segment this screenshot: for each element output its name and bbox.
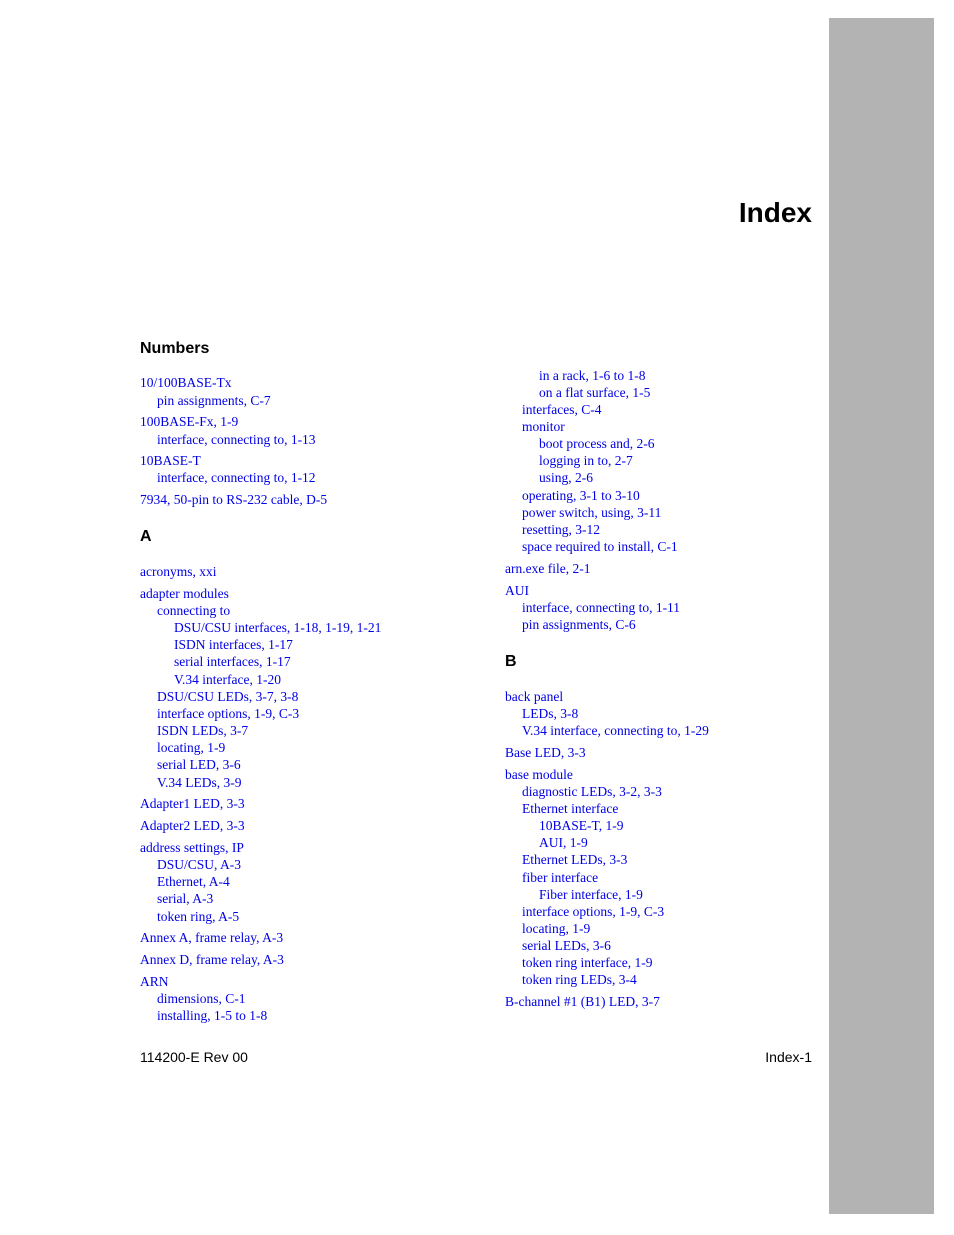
index-entry[interactable]: token ring, A-5: [157, 909, 240, 924]
index-entry[interactable]: Adapter2 LED, 3-3: [140, 818, 245, 833]
index-entry[interactable]: Annex D, frame relay, A-3: [140, 952, 284, 967]
index-entry[interactable]: DSU/CSU, A-3: [157, 857, 242, 872]
index-entry[interactable]: 100BASE-Fx, 1-9: [140, 414, 239, 429]
index-entry[interactable]: installing, 1-5 to 1-8: [157, 1008, 268, 1023]
index-entry[interactable]: serial, A-3: [157, 891, 214, 906]
index-entry[interactable]: space required to install, C-1: [522, 539, 678, 554]
footer-page-number: Index-1: [765, 1049, 812, 1065]
page-title: Index: [738, 197, 812, 228]
index-entry[interactable]: Ethernet LEDs, 3-3: [522, 852, 628, 867]
index-entry[interactable]: V.34 interface, 1-20: [174, 672, 281, 687]
index-entry[interactable]: monitor: [522, 419, 565, 434]
index-entry[interactable]: B-channel #1 (B1) LED, 3-7: [505, 994, 660, 1009]
index-entry[interactable]: ARN: [140, 974, 169, 989]
index-entry[interactable]: power switch, using, 3-11: [522, 505, 662, 520]
index-entry[interactable]: serial LEDs, 3-6: [522, 938, 611, 953]
index-entry[interactable]: V.34 LEDs, 3-9: [157, 775, 242, 790]
index-entry[interactable]: ISDN LEDs, 3-7: [157, 723, 249, 738]
section-heading-a: A: [140, 528, 152, 545]
index-entry[interactable]: Base LED, 3-3: [505, 745, 586, 760]
index-entry[interactable]: DSU/CSU LEDs, 3-7, 3-8: [157, 689, 299, 704]
index-entry[interactable]: AUI, 1-9: [539, 835, 588, 850]
section-heading-numbers: Numbers: [140, 340, 210, 357]
index-entry[interactable]: connecting to: [157, 603, 231, 618]
index-entry[interactable]: 10/100BASE-Tx: [140, 375, 232, 390]
index-entry[interactable]: resetting, 3-12: [522, 522, 600, 537]
index-entry[interactable]: interface, connecting to, 1-12: [157, 470, 316, 485]
index-entry[interactable]: Ethernet, A-4: [157, 874, 230, 889]
index-entry[interactable]: Adapter1 LED, 3-3: [140, 796, 245, 811]
index-entry[interactable]: pin assignments, C-7: [157, 393, 271, 408]
index-entry[interactable]: logging in to, 2-7: [539, 453, 633, 468]
index-entry[interactable]: operating, 3-1 to 3-10: [522, 488, 640, 503]
index-entry[interactable]: 10BASE-T, 1-9: [539, 818, 624, 833]
index-entry[interactable]: LEDs, 3-8: [522, 706, 579, 721]
index-entry[interactable]: interface options, 1-9, C-3: [157, 706, 300, 721]
index-entry[interactable]: 10BASE-T: [140, 453, 201, 468]
index-entry[interactable]: interface options, 1-9, C-3: [522, 904, 665, 919]
index-entry[interactable]: in a rack, 1-6 to 1-8: [539, 368, 646, 383]
index-entry[interactable]: DSU/CSU interfaces, 1-18, 1-19, 1-21: [174, 620, 382, 635]
index-entry[interactable]: Ethernet interface: [522, 801, 619, 816]
footer-document-id: 114200-E Rev 00: [140, 1049, 248, 1065]
side-thumb-tab: [829, 18, 934, 1214]
index-entry[interactable]: acronyms, xxi: [140, 564, 217, 579]
index-entry[interactable]: back panel: [505, 689, 564, 704]
index-entry[interactable]: on a flat surface, 1-5: [539, 385, 651, 400]
index-entry[interactable]: using, 2-6: [539, 470, 593, 485]
index-entry[interactable]: locating, 1-9: [522, 921, 591, 936]
index-entry[interactable]: pin assignments, C-6: [522, 617, 636, 632]
index-entry[interactable]: arn.exe file, 2-1: [505, 561, 591, 576]
index-entry[interactable]: AUI: [505, 583, 529, 598]
index-entry[interactable]: V.34 interface, connecting to, 1-29: [522, 723, 709, 738]
index-entry[interactable]: Annex A, frame relay, A-3: [140, 930, 284, 945]
index-entry[interactable]: interfaces, C-4: [522, 402, 602, 417]
index-entry[interactable]: ISDN interfaces, 1-17: [174, 637, 293, 652]
index-entry[interactable]: diagnostic LEDs, 3-2, 3-3: [522, 784, 662, 799]
index-entry[interactable]: locating, 1-9: [157, 740, 226, 755]
index-entry[interactable]: interface, connecting to, 1-11: [522, 600, 681, 615]
index-entry[interactable]: 7934, 50-pin to RS-232 cable, D-5: [140, 492, 328, 507]
section-heading-b: B: [505, 653, 517, 670]
index-entry[interactable]: dimensions, C-1: [157, 991, 246, 1006]
index-entry[interactable]: token ring interface, 1-9: [522, 955, 653, 970]
index-entry[interactable]: boot process and, 2-6: [539, 436, 655, 451]
index-entry[interactable]: token ring LEDs, 3-4: [522, 972, 637, 987]
index-entry[interactable]: adapter modules: [140, 586, 229, 601]
index-entry[interactable]: fiber interface: [522, 870, 599, 885]
index-entry[interactable]: interface, connecting to, 1-13: [157, 432, 316, 447]
index-entry[interactable]: serial LED, 3-6: [157, 757, 241, 772]
index-entry[interactable]: Fiber interface, 1-9: [539, 887, 643, 902]
index-entry[interactable]: address settings, IP: [140, 840, 244, 855]
index-entry[interactable]: serial interfaces, 1-17: [174, 654, 291, 669]
index-entry[interactable]: base module: [505, 767, 573, 782]
